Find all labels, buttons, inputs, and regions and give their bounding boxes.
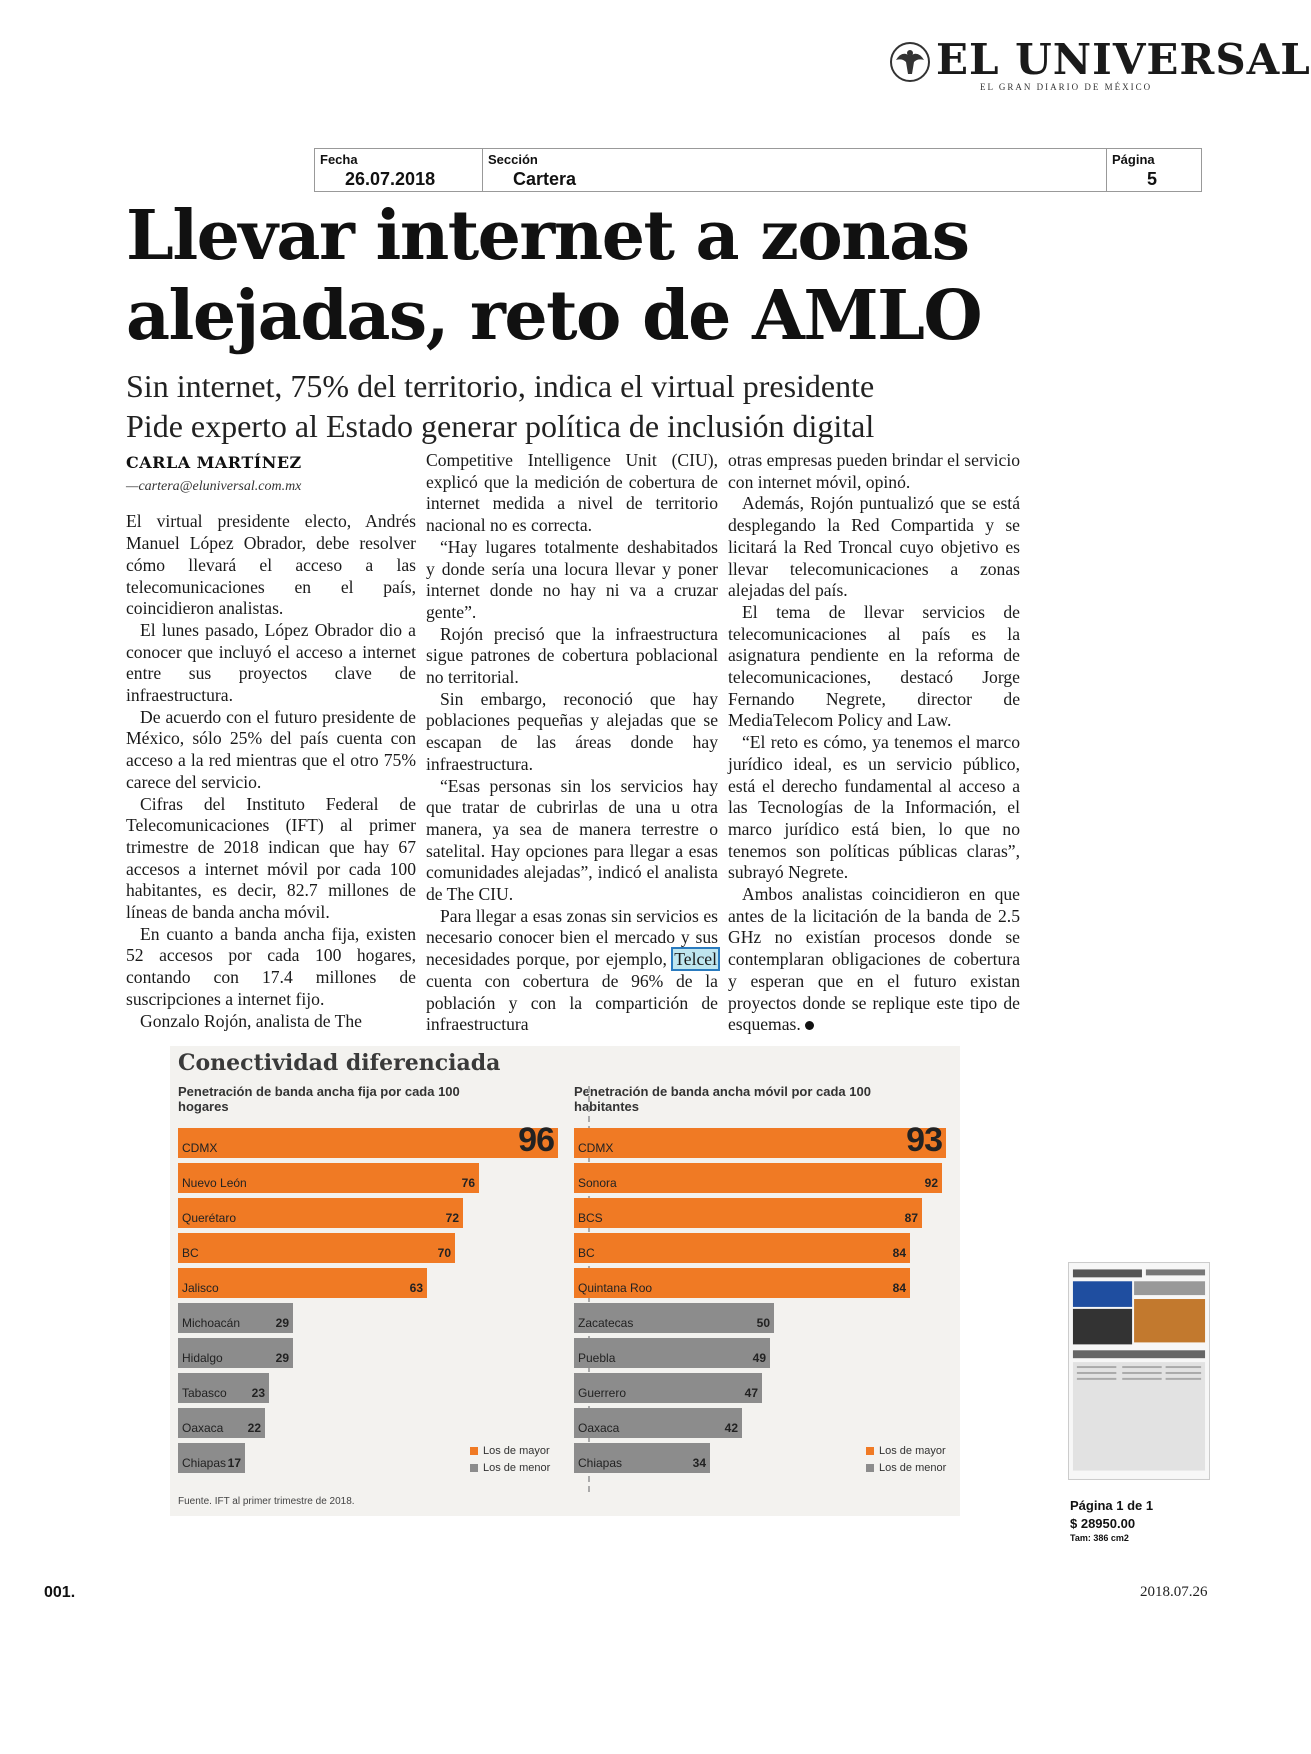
bar-movil-bc (574, 1233, 910, 1263)
pagina-cell (1107, 149, 1201, 191)
page-price: $ 28950.00 (1070, 1516, 1136, 1531)
paragraph: Rojón precisó que la infraestructura sigue patrones de cobertura poblacional no territorial. (426, 623, 718, 688)
footer-date: 2018.07.26 (1140, 1584, 1208, 1600)
highlighted-term-telcel: Telcel (674, 949, 717, 970)
chart-movil-legend (866, 1442, 946, 1476)
seccion-cell (483, 149, 1107, 191)
paragraph: El lunes pasado, López Obrador dio a conocer que incluyó el acceso a internet entre sus proyectos clave de infraestructura. (126, 619, 416, 706)
bar-value: 63 (409, 1281, 423, 1295)
paragraph: De acuerdo con el futuro presidente de México, sólo 25% del país cuenta con acceso a la red mientras que el otro 75% carece del servicio. (126, 706, 416, 792)
page-size: Tam: 386 cm2 (1070, 1533, 1129, 1543)
bar-value: 84 (892, 1281, 906, 1295)
headline (126, 196, 1086, 356)
headline-line-2: alejadas, reto de AMLO (126, 276, 982, 356)
legend-item-menor (470, 1459, 550, 1476)
paragraph: “Hay lugares totalmente deshabitados y donde sería una locura llevar y poner internet donde no hay ni va a cruzar gente”. (426, 536, 718, 622)
article-column-1 (126, 452, 416, 1032)
subheadline (126, 366, 1026, 446)
subhead-line-1: Sin internet, 75% del territorio, indica el virtual presidente (126, 368, 875, 404)
legend-label: Los de mayor (483, 1444, 550, 1457)
bar-value: 50 (756, 1316, 770, 1330)
infographic-conectividad (170, 1046, 960, 1516)
bar-label: Oaxaca (578, 1421, 620, 1435)
bar-label: CDMX (578, 1141, 614, 1155)
bar-value: 70 (437, 1246, 451, 1260)
legend-item-mayor (470, 1442, 550, 1459)
paragraph: “Esas personas sin los servicios hay que tratar de cubrirlas de una u otra manera, ya sea de manera terrestre o satelital. Hay opciones para llegar a esas comunidades alejadas”, indicó el analista de The CIU. (426, 775, 718, 905)
bar-fija-bc (178, 1233, 455, 1263)
infographic-title: Conectividad diferenciada (178, 1050, 501, 1076)
bar-value: 49 (752, 1351, 766, 1365)
bar-label: Jalisco (182, 1281, 219, 1295)
legend-label: Los de mayor (879, 1444, 946, 1457)
bar-value: 87 (904, 1211, 918, 1225)
bar-label: BCS (578, 1211, 603, 1225)
bar-label: Nuevo León (182, 1176, 247, 1190)
paragraph-text: Ambos analistas coincidieron en que antes de la licitación de la banda de 2.5 GHz no existían procesos donde se contemplaran obligaciones de cobertura y esperan que en el futuro existan proyectos donde se replique este tipo de esquemas. (728, 884, 1020, 1035)
fecha-value: 26.07.2018 (345, 169, 436, 189)
bar-label: Guerrero (578, 1386, 627, 1400)
bar-value: 17 (227, 1456, 241, 1470)
bar-label: Chiapas (578, 1456, 623, 1470)
bar-label: BC (578, 1246, 595, 1260)
bar-movil-bcs (574, 1198, 922, 1228)
bar-value: 29 (275, 1351, 289, 1365)
fecha-label: Fecha (320, 152, 358, 167)
seccion-value: Cartera (513, 169, 577, 189)
fecha-cell (315, 149, 483, 191)
bar-value: 72 (445, 1211, 459, 1225)
eagle-emblem-icon (888, 40, 932, 84)
bar-label: Puebla (578, 1351, 616, 1365)
legend-swatch-mayor (866, 1447, 874, 1455)
paragraph: En cuanto a banda ancha fija, existen 52 accesos por cada 100 hogares, contando con 17.4 millones de suscripciones a internet fijo. (126, 923, 416, 1009)
bar-label: Hidalgo (182, 1351, 223, 1365)
bar-fija-querétaro (178, 1198, 463, 1228)
bar-label: BC (182, 1246, 199, 1260)
bar-movil-puebla (574, 1338, 770, 1368)
chart-fija-legend (470, 1442, 550, 1476)
paragraph: Gonzalo Rojón, analista de The (140, 1010, 362, 1031)
bar-fija-nuevo-león (178, 1163, 479, 1193)
bar-value: 84 (892, 1246, 906, 1260)
legend-label: Los de menor (879, 1461, 947, 1474)
paragraph: El virtual presidente electo, Andrés Manuel López Obrador, debe resolver cómo llevará el acceso a las telecomunicaciones en el país, coincidieron analistas. (126, 511, 416, 619)
author-name: CARLA MARTÍNEZ (126, 453, 302, 472)
bar-value: 22 (247, 1421, 261, 1435)
bar-label: Chiapas (182, 1456, 227, 1470)
headline-line-1: Llevar internet a zonas (126, 196, 969, 276)
bar-movil-zacatecas (574, 1303, 774, 1333)
bar-label: Zacatecas (578, 1316, 634, 1330)
bar-movil-guerrero (574, 1373, 762, 1403)
page-thumbnail (1068, 1262, 1210, 1480)
bar-fija-hidalgo (178, 1338, 293, 1368)
page-count: Página 1 de 1 (1070, 1498, 1154, 1513)
bar-value: 76 (461, 1176, 475, 1190)
bar-value: 42 (724, 1421, 738, 1435)
article-column-2 (426, 450, 718, 1036)
bar-fija-chiapas (178, 1443, 245, 1473)
bar-movil-quintana-roo (574, 1268, 910, 1298)
pagina-label: Página (1112, 152, 1155, 167)
article-column-3 (728, 450, 1020, 1036)
bar-movil-sonora (574, 1163, 942, 1193)
legend-swatch-menor (866, 1464, 874, 1472)
bar-value: 34 (692, 1456, 706, 1470)
chart-fija-title: Penetración de banda ancha fija por cada 100 hogares (178, 1084, 460, 1114)
masthead-name: EL UNIVERSAL (936, 35, 1311, 84)
paragraph: Además, Rojón puntualizó que se está desplegando la Red Compartida y se licitará la Red Troncal cuyo objetivo es llevar telecomunicaciones a zonas alejadas del país. (728, 493, 1020, 601)
bar-fija-michoacán (178, 1303, 293, 1333)
legend-item-mayor (866, 1442, 946, 1459)
bar-label: Querétaro (182, 1211, 237, 1225)
bar-label: Michoacán (182, 1316, 241, 1330)
paragraph: “El reto es cómo, ya tenemos el marco jurídico ideal, es un servicio público, está el derecho fundamental al acceso a las Tecnologías de la Información, el marco jurídico está bien, lo que no tenemos son políticas públicas claras”, subrayó Negrete. (728, 732, 1020, 883)
seccion-label: Sección (488, 152, 538, 167)
bar-movil-oaxaca (574, 1408, 742, 1438)
masthead-tagline: EL GRAN DIARIO DE MÉXICO (980, 82, 1153, 92)
paragraph-text: cuenta con cobertura de 96% de la población y con la compartición de infraestructura (426, 970, 718, 1035)
bar-movil-chiapas (574, 1443, 710, 1473)
bar-fija-oaxaca (178, 1408, 265, 1438)
bar-label: Tabasco (182, 1386, 227, 1400)
bar-label: CDMX (182, 1141, 218, 1155)
paragraph: Sin embargo, reconoció que hay poblaciones pequeñas y alejadas que se escapan de las áreas donde hay infraestructura. (426, 688, 718, 774)
bar-movil-cdmx (574, 1121, 946, 1159)
page-info (1070, 1498, 1210, 1543)
paragraph (728, 884, 1020, 1036)
bar-label: Sonora (578, 1176, 617, 1190)
bar-label: Quintana Roo (578, 1281, 653, 1295)
bar-fija-tabasco (178, 1373, 269, 1403)
bar-value: 96 (518, 1121, 554, 1159)
paragraph-text: Para llegar a esas zonas sin servicios es necesario conocer bien el mercado y sus necesidades porque, por ejemplo, (426, 905, 718, 970)
legend-item-menor (866, 1459, 946, 1476)
paragraph: El tema de llevar servicios de telecomunicaciones al país es la asignatura pendiente en la reforma de telecomunicaciones, destacó Jorge Fernando Negrete, director de MediaTelecom Policy and Law. (728, 601, 1020, 731)
pagina-value: 5 (1147, 169, 1158, 189)
legend-swatch-menor (470, 1464, 478, 1472)
bar-fija-jalisco (178, 1268, 427, 1298)
infographic-source: Fuente. IFT al primer trimestre de 2018. (178, 1496, 355, 1507)
clipping-info-box (314, 148, 1202, 192)
paragraph (426, 906, 718, 1036)
subhead-line-2: Pide experto al Estado generar política de inclusión digital (126, 408, 875, 444)
legend-swatch-mayor (470, 1447, 478, 1455)
bar-value: 47 (744, 1386, 758, 1400)
bar-value: 23 (251, 1386, 265, 1400)
masthead-logo (884, 35, 1311, 92)
end-of-article-bullet-icon (805, 1021, 814, 1030)
author-email: —cartera@eluniversal.com.mx (126, 478, 302, 494)
bar-value: 29 (275, 1316, 289, 1330)
paragraph: otras empresas pueden brindar el servicio con internet móvil, opinó. (728, 450, 1020, 492)
bar-label: Oaxaca (182, 1421, 224, 1435)
paragraph: Cifras del Instituto Federal de Telecomunicaciones (IFT) al primer trimestre de 2018 indican que hay 67 accesos a internet móvil por cada 100 habitantes, es decir, 82.7 millones de líneas de banda ancha móvil. (126, 793, 416, 923)
chart-movil-title: Penetración de banda ancha móvil por cada 100 habitantes (574, 1084, 871, 1114)
bar-value: 93 (906, 1121, 942, 1159)
legend-label: Los de menor (483, 1461, 551, 1474)
bar-value: 92 (924, 1176, 938, 1190)
paragraph: Competitive Intelligence Unit (CIU), explicó que la medición de cobertura de internet medida a nivel de territorio nacional no es correcta. (426, 450, 718, 536)
bar-fija-cdmx (178, 1121, 558, 1159)
footer-clipping-number: 001. (44, 1584, 76, 1601)
